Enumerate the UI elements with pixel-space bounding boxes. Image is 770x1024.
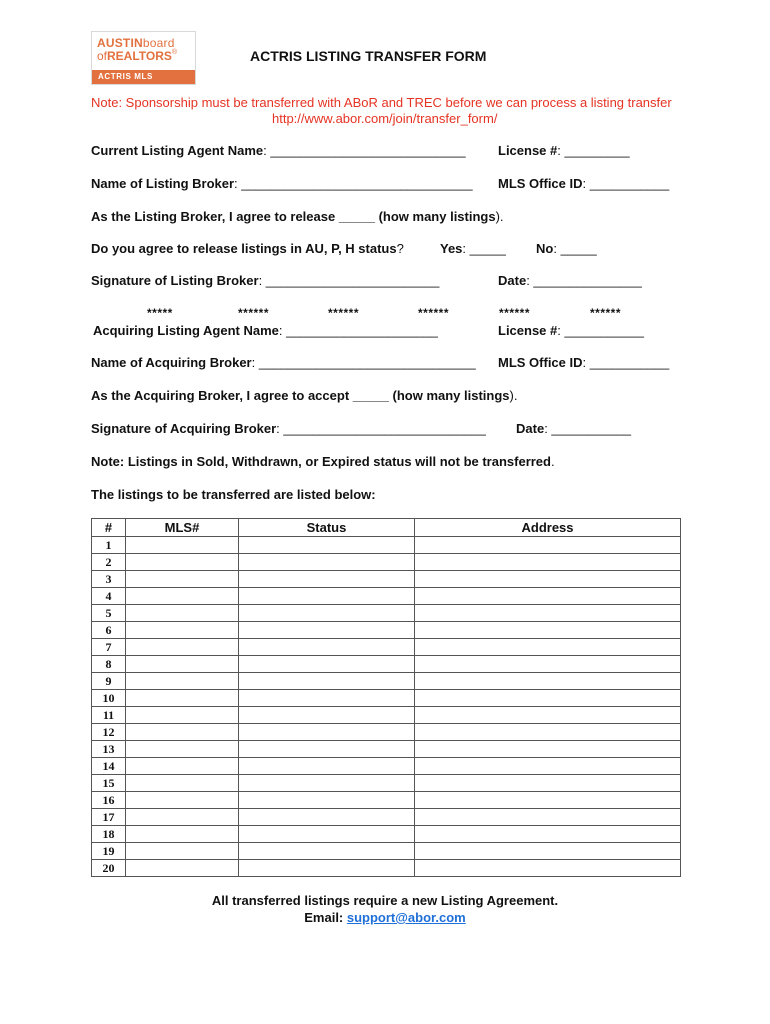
status-cell[interactable] bbox=[239, 707, 415, 724]
email-line bbox=[0, 910, 770, 925]
status-note-end: . bbox=[550, 454, 555, 469]
accept-end: ). bbox=[509, 388, 518, 403]
table-row bbox=[92, 741, 681, 758]
status-cell[interactable] bbox=[239, 588, 415, 605]
status-cell[interactable] bbox=[239, 554, 415, 571]
no-field[interactable] bbox=[536, 241, 597, 256]
sponsorship-note: Note: Sponsorship must be transferred with ABoR and TREC before we can process a listing transfer bbox=[91, 95, 672, 110]
address-cell[interactable] bbox=[415, 741, 681, 758]
mls-cell[interactable] bbox=[126, 554, 239, 571]
support-email-link[interactable]: support@abor.com bbox=[346, 910, 466, 925]
acquiring-signature-field[interactable] bbox=[91, 421, 486, 436]
logo-austin: AUSTIN bbox=[97, 36, 143, 50]
address-cell[interactable] bbox=[415, 690, 681, 707]
agreement-note: All transferred listings require a new Listing Agreement. bbox=[211, 893, 559, 908]
no-label: No bbox=[536, 241, 554, 256]
acquiring-date-label: Date bbox=[516, 421, 545, 436]
row-number: 8 bbox=[92, 656, 126, 673]
yes-blank[interactable]: : _____ bbox=[462, 241, 506, 256]
separator-stars: ****** bbox=[328, 306, 360, 320]
release-text: As the Listing Broker, I agree to release _____ (how many listings bbox=[91, 209, 496, 224]
status-cell[interactable] bbox=[239, 639, 415, 656]
table-row bbox=[92, 673, 681, 690]
row-number: 9 bbox=[92, 673, 126, 690]
table-row bbox=[92, 639, 681, 656]
row-number: 10 bbox=[92, 690, 126, 707]
table-row bbox=[92, 809, 681, 826]
row-number: 15 bbox=[92, 775, 126, 792]
listing-broker-blank[interactable]: : ________________________________ bbox=[234, 176, 473, 191]
address-cell[interactable] bbox=[415, 537, 681, 554]
logo-of: of bbox=[97, 49, 108, 63]
status-cell[interactable] bbox=[239, 690, 415, 707]
logo-registered-mark: ® bbox=[171, 49, 178, 56]
address-cell[interactable] bbox=[415, 588, 681, 605]
address-cell[interactable] bbox=[415, 860, 681, 877]
mls-cell[interactable] bbox=[126, 758, 239, 775]
acquiring-license-blank[interactable]: : ___________ bbox=[557, 323, 645, 338]
mls-cell[interactable] bbox=[126, 537, 239, 554]
address-cell[interactable] bbox=[415, 809, 681, 826]
yes-label: Yes bbox=[440, 241, 463, 256]
current-agent-label: Current Listing Agent Name bbox=[91, 143, 264, 158]
listing-office-label: MLS Office ID bbox=[498, 176, 583, 191]
mls-cell[interactable] bbox=[126, 860, 239, 877]
separator-stars: ***** bbox=[147, 306, 173, 320]
mls-cell[interactable] bbox=[126, 707, 239, 724]
logo-realtors: REALTORS bbox=[107, 49, 172, 63]
row-number: 16 bbox=[92, 792, 126, 809]
address-cell[interactable] bbox=[415, 571, 681, 588]
status-cell[interactable] bbox=[239, 775, 415, 792]
table-row bbox=[92, 724, 681, 741]
table-row bbox=[92, 656, 681, 673]
row-number: 2 bbox=[92, 554, 126, 571]
listing-signature-blank[interactable]: : ________________________ bbox=[258, 273, 440, 288]
row-number: 14 bbox=[92, 758, 126, 775]
table-row bbox=[92, 622, 681, 639]
current-agent-field[interactable] bbox=[91, 143, 466, 158]
mls-cell[interactable] bbox=[126, 571, 239, 588]
listing-date-field[interactable] bbox=[498, 273, 642, 288]
status-cell[interactable] bbox=[239, 656, 415, 673]
row-number: 3 bbox=[92, 571, 126, 588]
release-statement[interactable] bbox=[91, 209, 504, 224]
mls-cell[interactable] bbox=[126, 673, 239, 690]
address-cell[interactable] bbox=[415, 707, 681, 724]
table-row bbox=[92, 537, 681, 554]
status-cell[interactable] bbox=[239, 622, 415, 639]
acquiring-date-blank[interactable]: : ___________ bbox=[544, 421, 631, 436]
listing-office-field[interactable] bbox=[498, 176, 669, 191]
address-cell[interactable] bbox=[415, 843, 681, 860]
address-cell[interactable] bbox=[415, 758, 681, 775]
row-number: 19 bbox=[92, 843, 126, 860]
address-cell[interactable] bbox=[415, 554, 681, 571]
acquiring-agent-label: Acquiring Listing Agent Name bbox=[93, 323, 279, 338]
table-row bbox=[92, 605, 681, 622]
table-header-row bbox=[92, 519, 681, 537]
row-number: 18 bbox=[92, 826, 126, 843]
acquiring-broker-blank[interactable]: : ______________________________ bbox=[251, 355, 476, 370]
listing-office-blank[interactable]: : ___________ bbox=[582, 176, 670, 191]
mls-cell[interactable] bbox=[126, 690, 239, 707]
row-number: 4 bbox=[92, 588, 126, 605]
listing-date-blank[interactable]: : _______________ bbox=[526, 273, 642, 288]
table-row bbox=[92, 860, 681, 877]
logo-board: board bbox=[142, 36, 175, 50]
acquiring-office-field[interactable] bbox=[498, 355, 669, 370]
status-cell[interactable] bbox=[239, 673, 415, 690]
row-number: 17 bbox=[92, 809, 126, 826]
row-number: 5 bbox=[92, 605, 126, 622]
separator-stars: ****** bbox=[499, 306, 531, 320]
row-number: 7 bbox=[92, 639, 126, 656]
mls-cell[interactable] bbox=[126, 792, 239, 809]
release-end: ). bbox=[495, 209, 504, 224]
listings-heading: The listings to be transferred are listed below: bbox=[91, 487, 376, 502]
current-agent-blank[interactable]: : ___________________________ bbox=[263, 143, 466, 158]
mls-cell[interactable] bbox=[126, 843, 239, 860]
table-row bbox=[92, 843, 681, 860]
status-cell[interactable] bbox=[239, 792, 415, 809]
acquiring-broker-field[interactable] bbox=[91, 355, 476, 370]
email-label: Email: bbox=[304, 910, 347, 925]
status-cell[interactable] bbox=[239, 758, 415, 775]
table-row bbox=[92, 775, 681, 792]
col-header-number: # bbox=[92, 519, 126, 537]
no-blank[interactable]: : _____ bbox=[553, 241, 597, 256]
status-question bbox=[91, 241, 404, 256]
row-number: 1 bbox=[92, 537, 126, 554]
current-license-label: License # bbox=[498, 143, 558, 158]
listing-signature-label: Signature of Listing Broker bbox=[91, 273, 259, 288]
separator-stars: ****** bbox=[238, 306, 270, 320]
listing-signature-field[interactable] bbox=[91, 273, 439, 288]
mls-cell[interactable] bbox=[126, 639, 239, 656]
acquiring-agent-field[interactable] bbox=[93, 323, 438, 338]
mls-cell[interactable] bbox=[126, 775, 239, 792]
address-cell[interactable] bbox=[415, 605, 681, 622]
acquiring-date-field[interactable] bbox=[516, 421, 631, 436]
mls-cell[interactable] bbox=[126, 622, 239, 639]
table-row bbox=[92, 690, 681, 707]
address-cell[interactable] bbox=[415, 724, 681, 741]
separator-stars: ****** bbox=[590, 306, 622, 320]
transfer-url-link[interactable]: http://www.abor.com/join/transfer_form/ bbox=[272, 111, 498, 126]
acquiring-agent-blank[interactable]: : _____________________ bbox=[278, 323, 438, 338]
table-row bbox=[92, 707, 681, 724]
address-cell[interactable] bbox=[415, 775, 681, 792]
listings-table bbox=[91, 518, 681, 877]
address-cell[interactable] bbox=[415, 622, 681, 639]
acquiring-broker-label: Name of Acquiring Broker bbox=[91, 355, 252, 370]
status-cell[interactable] bbox=[239, 809, 415, 826]
status-question-mark: ? bbox=[396, 241, 404, 256]
address-cell[interactable] bbox=[415, 673, 681, 690]
table-row bbox=[92, 792, 681, 809]
accept-text: As the Acquiring Broker, I agree to accept _____ (how many listings bbox=[91, 388, 510, 403]
mls-cell[interactable] bbox=[126, 826, 239, 843]
separator-stars: ****** bbox=[418, 306, 450, 320]
table-row bbox=[92, 554, 681, 571]
col-header-address: Address bbox=[415, 519, 681, 537]
status-cell[interactable] bbox=[239, 741, 415, 758]
mls-cell[interactable] bbox=[126, 588, 239, 605]
table-row bbox=[92, 571, 681, 588]
status-cell[interactable] bbox=[239, 826, 415, 843]
status-cell[interactable] bbox=[239, 605, 415, 622]
table-row bbox=[92, 588, 681, 605]
acquiring-signature-blank[interactable]: : ____________________________ bbox=[276, 421, 486, 436]
acquiring-license-label: License # bbox=[498, 323, 558, 338]
mls-cell[interactable] bbox=[126, 741, 239, 758]
status-question-text: Do you agree to release listings in AU, P, H status bbox=[91, 241, 397, 256]
status-cell[interactable] bbox=[239, 571, 415, 588]
mls-cell[interactable] bbox=[126, 724, 239, 741]
address-cell[interactable] bbox=[415, 639, 681, 656]
mls-cell[interactable] bbox=[126, 656, 239, 673]
acquiring-office-label: MLS Office ID bbox=[498, 355, 583, 370]
acquiring-license-field[interactable] bbox=[498, 323, 644, 338]
abor-logo bbox=[91, 31, 196, 85]
table-row bbox=[92, 758, 681, 775]
row-number: 20 bbox=[92, 860, 126, 877]
address-cell[interactable] bbox=[415, 656, 681, 673]
status-note-text: Note: Listings in Sold, Withdrawn, or Expired status will not be transferred bbox=[91, 454, 551, 469]
row-number: 12 bbox=[92, 724, 126, 741]
status-cell[interactable] bbox=[239, 843, 415, 860]
yes-field[interactable] bbox=[440, 241, 506, 256]
current-license-field[interactable] bbox=[498, 143, 630, 158]
col-header-mls: MLS# bbox=[126, 519, 239, 537]
listing-broker-field[interactable] bbox=[91, 176, 473, 191]
listing-date-label: Date bbox=[498, 273, 527, 288]
acquiring-office-blank[interactable]: : ___________ bbox=[582, 355, 670, 370]
mls-cell[interactable] bbox=[126, 605, 239, 622]
current-license-blank[interactable]: : _________ bbox=[557, 143, 630, 158]
status-cell[interactable] bbox=[239, 724, 415, 741]
logo-badge: ACTRIS MLS bbox=[92, 70, 195, 84]
accept-statement[interactable] bbox=[91, 388, 518, 403]
mls-cell[interactable] bbox=[126, 809, 239, 826]
form-title: ACTRIS LISTING TRANSFER FORM bbox=[250, 48, 487, 64]
row-number: 11 bbox=[92, 707, 126, 724]
status-note bbox=[91, 454, 555, 469]
acquiring-signature-label: Signature of Acquiring Broker bbox=[91, 421, 277, 436]
row-number: 13 bbox=[92, 741, 126, 758]
address-cell[interactable] bbox=[415, 826, 681, 843]
status-cell[interactable] bbox=[239, 860, 415, 877]
row-number: 6 bbox=[92, 622, 126, 639]
status-cell[interactable] bbox=[239, 537, 415, 554]
address-cell[interactable] bbox=[415, 792, 681, 809]
table-row bbox=[92, 826, 681, 843]
listing-broker-label: Name of Listing Broker bbox=[91, 176, 235, 191]
col-header-status: Status bbox=[239, 519, 415, 537]
